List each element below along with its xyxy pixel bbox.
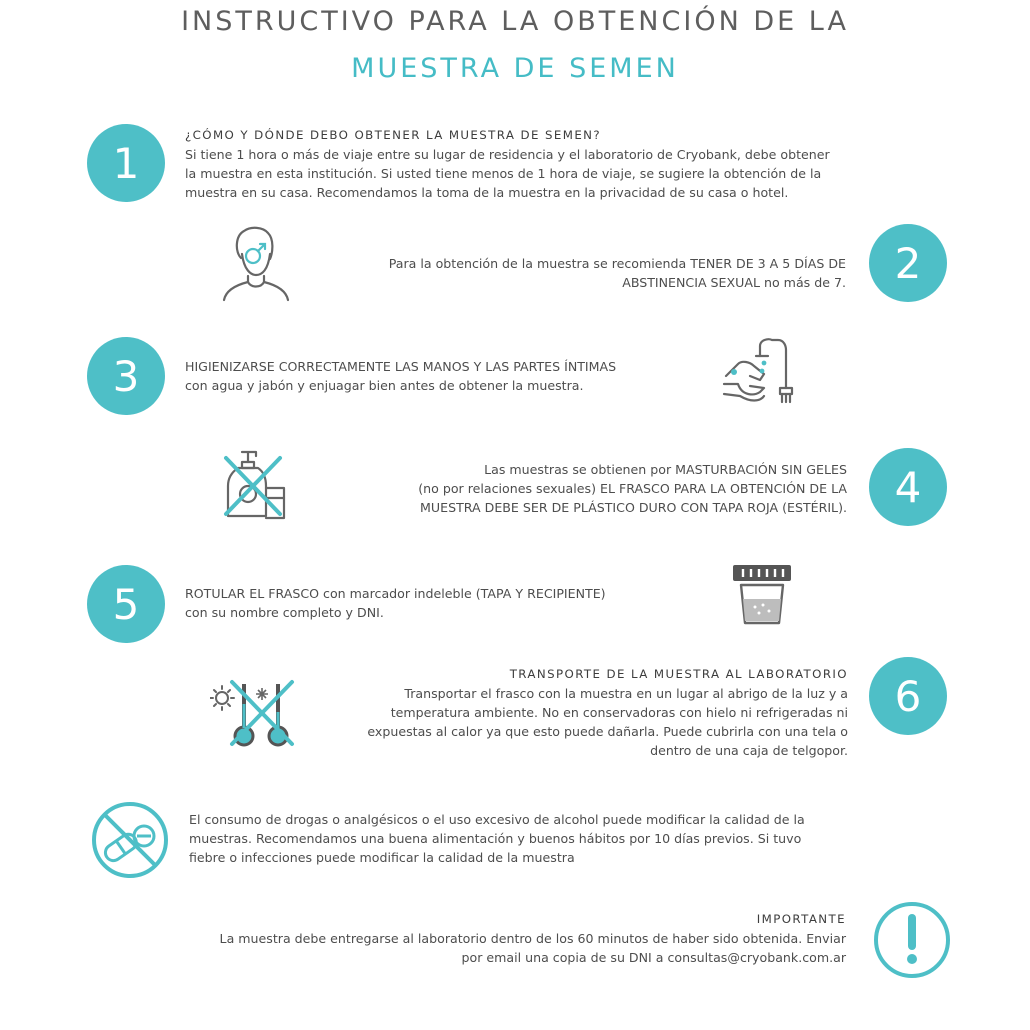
important-text bbox=[160, 910, 846, 967]
exclamation-icon bbox=[872, 900, 952, 980]
step-5-line: ROTULAR EL FRASCO con marcador indeleble (TAPA Y RECIPIENTE) bbox=[185, 586, 606, 601]
important-heading: IMPORTANTE bbox=[756, 912, 846, 926]
drugs-line: fiebre o infecciones puede modificar la calidad de la muestra bbox=[189, 850, 575, 865]
male-person-icon bbox=[218, 224, 294, 302]
step-4-line: Las muestras se obtienen por MASTURBACIÓN SIN GELES bbox=[484, 462, 847, 477]
no-gel-icon bbox=[218, 448, 290, 522]
step-3-number: 3 bbox=[87, 337, 165, 415]
step-4-number: 4 bbox=[869, 448, 947, 526]
step-2-text bbox=[330, 254, 846, 292]
step-6-line: dentro de una caja de telgopor. bbox=[650, 743, 848, 758]
step-6-line: Transportar el frasco con la muestra en un lugar al abrigo de la luz y a bbox=[404, 686, 848, 701]
step-1-line: muestra en su casa. Recomendamos la toma de la muestra en la privacidad de su casa o hotel. bbox=[185, 185, 789, 200]
step-2-number: 2 bbox=[869, 224, 947, 302]
no-temperature-icon bbox=[210, 676, 300, 750]
step-1-line: Si tiene 1 hora o más de viaje entre su lugar de residencia y el laboratorio de Cryobank, debe obtener bbox=[185, 147, 830, 162]
step-4-line: MUESTRA DEBE SER DE PLÁSTICO DURO CON TAPA ROJA (ESTÉRIL). bbox=[420, 500, 847, 515]
step-3-text bbox=[185, 357, 616, 395]
step-5-text bbox=[185, 584, 606, 622]
no-pills-icon bbox=[90, 800, 170, 880]
drugs-line: muestras. Recomendamos una buena alimentación y buenos hábitos por 10 días previos. Si tuvo bbox=[189, 831, 802, 846]
step-3-line: HIGIENIZARSE CORRECTAMENTE LAS MANOS Y LAS PARTES ÍNTIMAS bbox=[185, 359, 617, 374]
step-1-line: la muestra en esta institución. Si usted tiene menos de 1 hora de viaje, se sugiere la obtención de la bbox=[185, 166, 822, 181]
step-6-text bbox=[330, 665, 848, 760]
important-line: por email una copia de su DNI a consultas@cryobank.com.ar bbox=[461, 950, 846, 965]
step-1-number: 1 bbox=[87, 124, 165, 202]
drugs-line: El consumo de drogas o analgésicos o el uso excesivo de alcohol puede modificar la calidad de la bbox=[189, 812, 805, 827]
page-title-line2: MUESTRA DE SEMEN bbox=[351, 53, 679, 84]
step-3-line: con agua y jabón y enjuagar bien antes de obtener la muestra. bbox=[185, 378, 584, 393]
step-2-line: Para la obtención de la muestra se recomienda TENER DE 3 A 5 DÍAS DE bbox=[388, 256, 846, 271]
step-1-text bbox=[185, 126, 830, 202]
step-6-heading: TRANSPORTE DE LA MUESTRA AL LABORATORIO bbox=[509, 667, 848, 681]
step-6-number: 6 bbox=[869, 657, 947, 735]
step-4-line: (no por relaciones sexuales) EL FRASCO PARA LA OBTENCIÓN DE LA bbox=[418, 481, 847, 496]
sample-cup-icon bbox=[731, 563, 793, 627]
drugs-warning-text bbox=[189, 810, 805, 867]
page-title-line1: INSTRUCTIVO PARA LA OBTENCIÓN DE LA bbox=[181, 6, 849, 37]
step-4-text bbox=[330, 460, 847, 517]
important-line: La muestra debe entregarse al laboratorio dentro de los 60 minutos de haber sido obtenida. Enviar bbox=[219, 931, 846, 946]
step-6-line: expuestas al calor ya que esto puede dañarla. Puede cubrirla con una tela o bbox=[367, 724, 848, 739]
step-5-number: 5 bbox=[87, 565, 165, 643]
step-2-line: ABSTINENCIA SEXUAL no más de 7. bbox=[622, 275, 846, 290]
step-1-heading: ¿CÓMO Y DÓNDE DEBO OBTENER LA MUESTRA DE SEMEN? bbox=[185, 128, 602, 142]
step-6-line: temperatura ambiente. No en conservadoras con hielo ni refrigeradas ni bbox=[390, 705, 848, 720]
step-5-line: con su nombre completo y DNI. bbox=[185, 605, 384, 620]
handwashing-icon bbox=[720, 336, 794, 406]
